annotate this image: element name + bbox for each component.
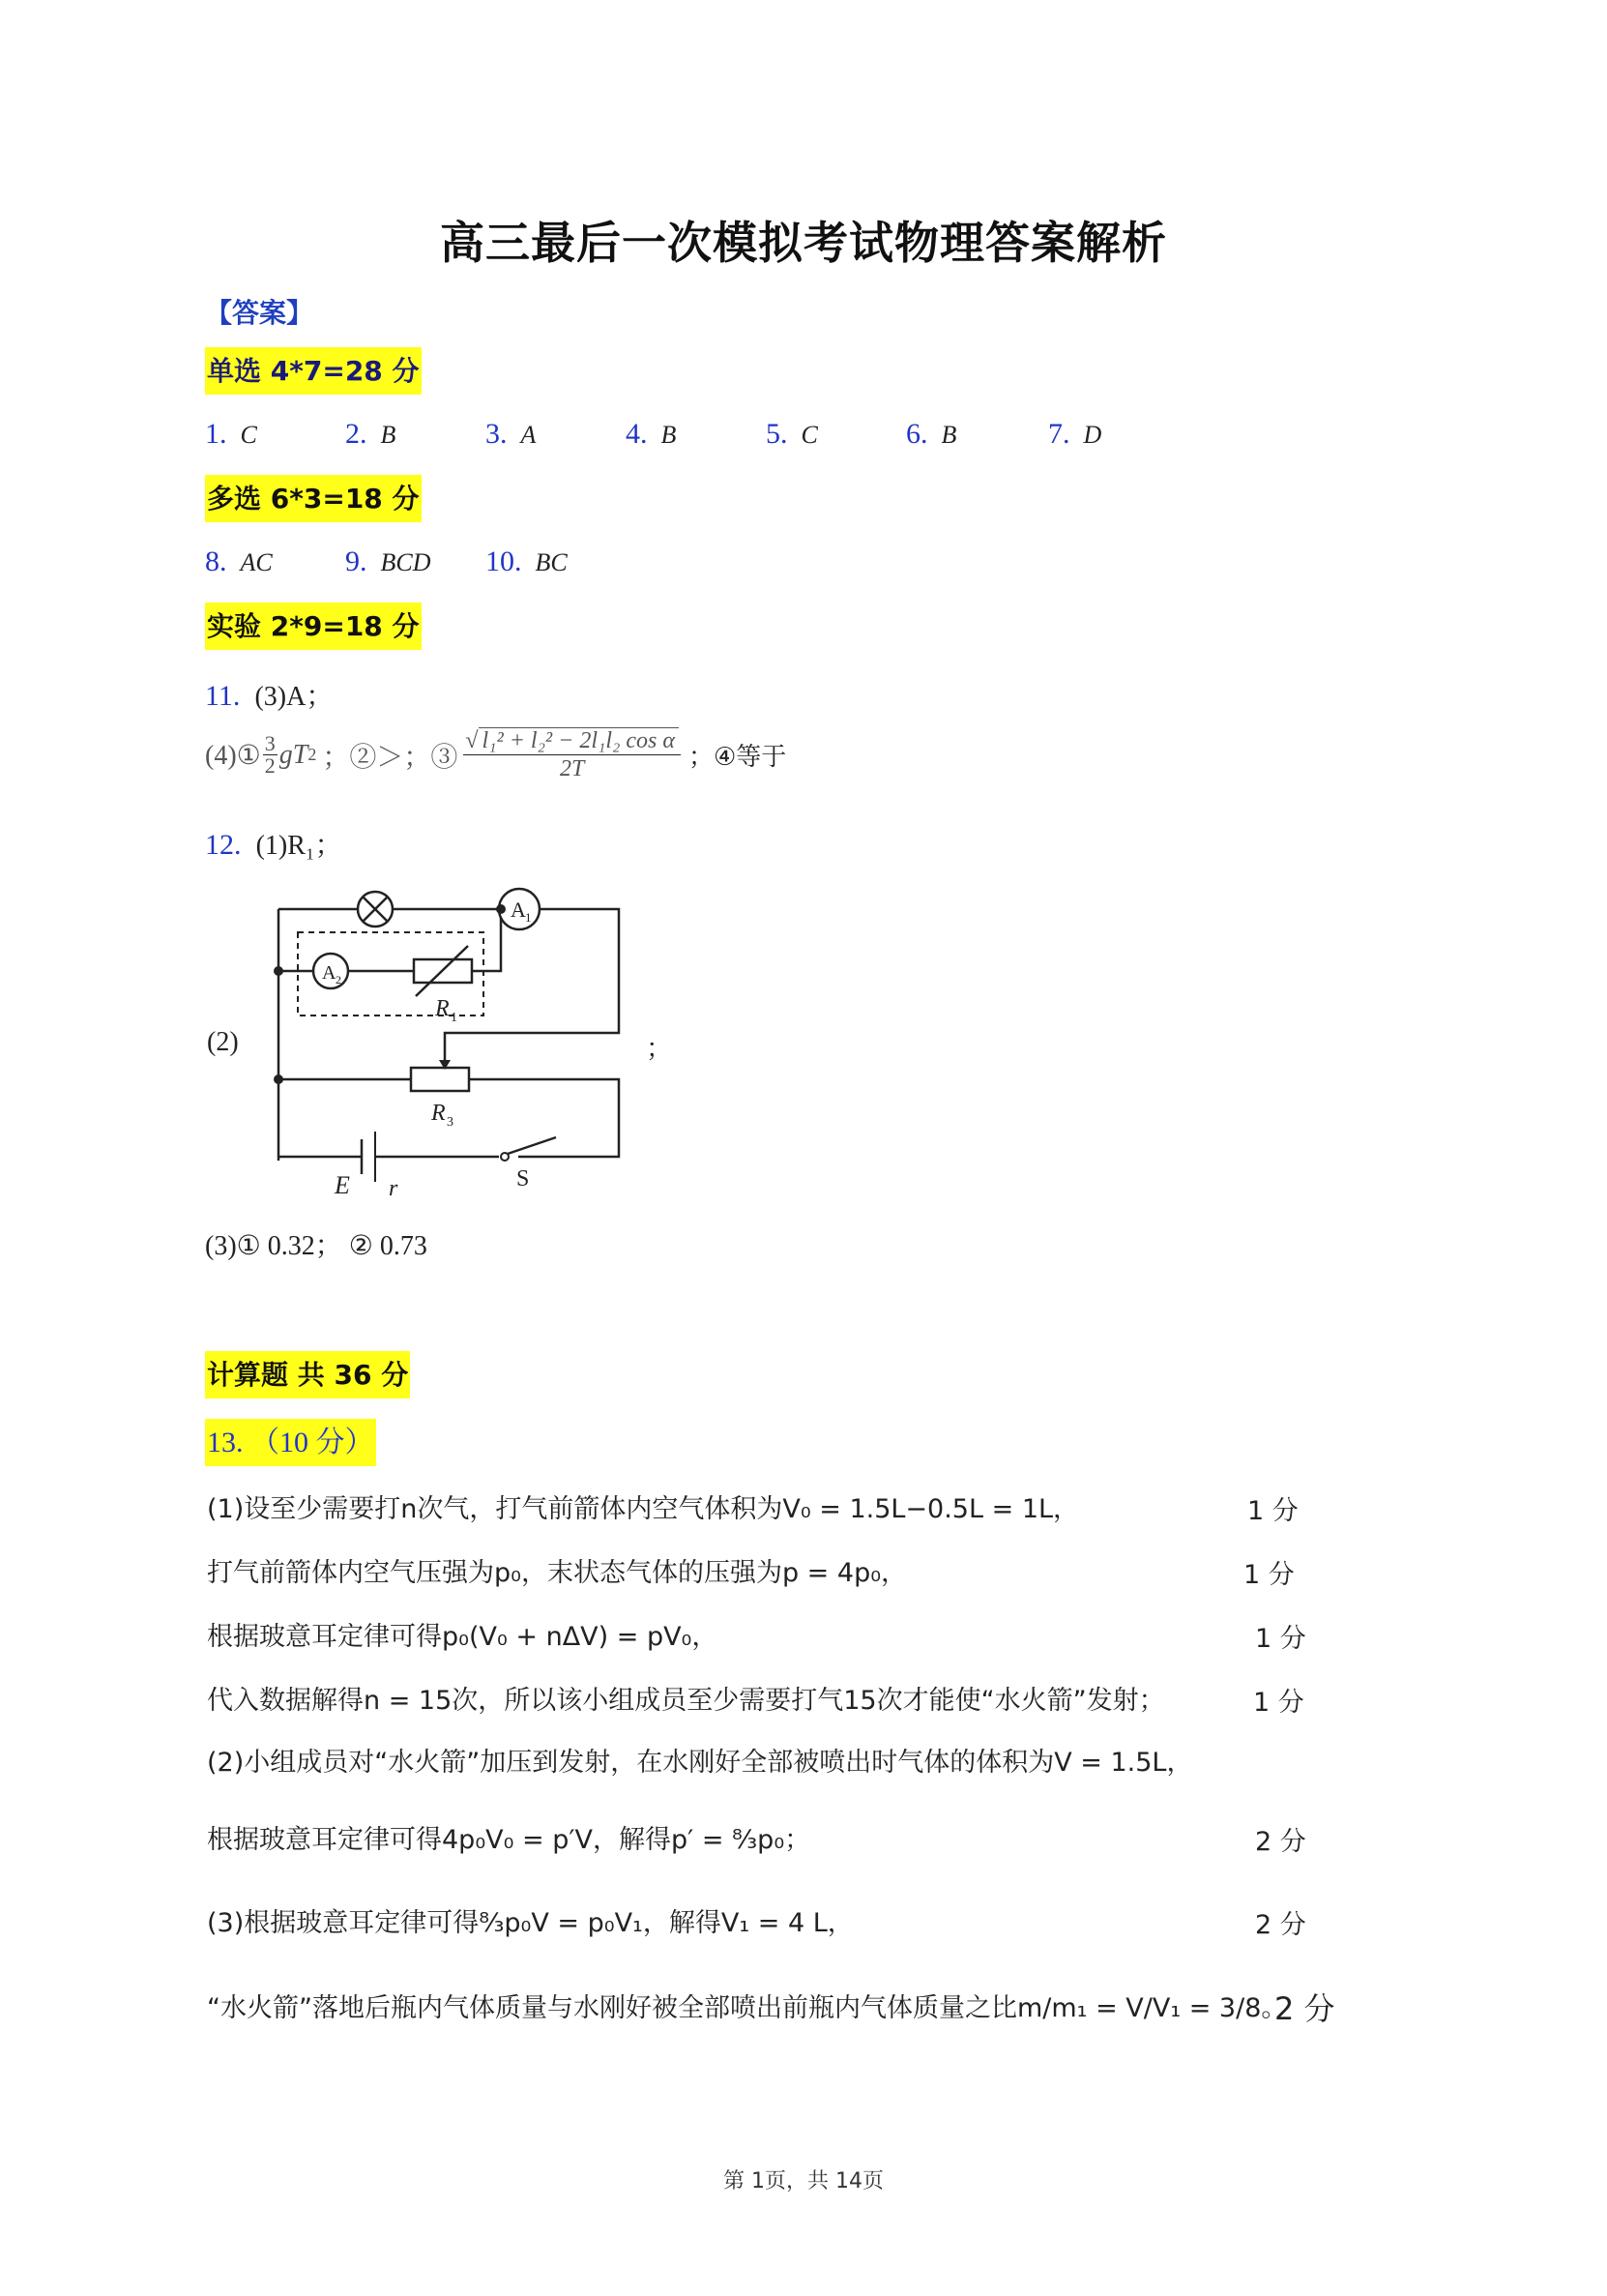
q13-line: 根据玻意耳定律可得p₀(V₀ + nΔV) = pV₀，: [207, 1622, 718, 1652]
q12-part3: (3)① 0.32； ② 0.73: [205, 1231, 427, 1261]
section-experiment-label: 实验 2*9=18 分: [205, 603, 422, 650]
answer-item: 5. C: [766, 418, 818, 450]
q13-line: “水火箭”落地后瓶内气体质量与水刚好被全部喷出前瓶内气体质量之比m/m₁ = V/V₁ = 3/8。: [207, 1993, 1288, 2023]
score-label: 1 分: [1243, 1560, 1295, 1590]
section-multi-label: 多选 6*3=18 分: [205, 475, 422, 522]
sqrt-fraction: $\frac{\text{√ l₁² + l₂² − 2l₁l₂ cos α}}{2T}$: [463, 727, 681, 782]
svg-text:R: R: [435, 996, 450, 1021]
section-calc-label: 计算题 共 36 分: [205, 1351, 410, 1398]
single-answers-row: [205, 418, 1269, 456]
score-label: 1 分: [1247, 1496, 1299, 1526]
svg-text:3: 3: [447, 1115, 453, 1130]
q13-line: 打气前箭体内空气压强为p₀，末状态气体的压强为p = 4p₀，: [207, 1558, 908, 1588]
svg-text:1: 1: [525, 910, 532, 925]
answer-item: 1. C: [205, 418, 257, 450]
svg-text:S: S: [516, 1166, 530, 1192]
section-single-label: 单选 4*7=28 分: [205, 347, 422, 395]
answer-item: 6. B: [906, 418, 957, 450]
section-single: [205, 350, 422, 389]
svg-text:E: E: [335, 1171, 350, 1199]
q12-part2-tail: ；: [646, 1034, 672, 1064]
q13-line: (3)根据玻意耳定律可得⁸⁄₃p₀V = p₀V₁，解得V₁ = 4 L，: [207, 1908, 854, 1938]
svg-text:R: R: [431, 1101, 446, 1126]
svg-text:1: 1: [451, 1011, 457, 1025]
circuit-diagram: [261, 870, 648, 1219]
q11-line2: (4)① $\frac{3}{2}$ gT 2 ；②＞；③ $\frac{\text{√ l₁² + l₂² − 2l₁l₂ cos α}}{2T}$ ；④等于: [205, 728, 787, 781]
score-label: 2 分: [1255, 1910, 1306, 1940]
q13-line: (2)小组成员对“水火箭”加压到发射，在水刚好全部被喷出时气体的体积为V = 1.5L，: [207, 1748, 1193, 1778]
answer-item: 9. BCD: [345, 545, 431, 577]
multi-answers-row: [205, 545, 785, 584]
answer-item: 3. A: [485, 418, 537, 450]
section-experiment: [205, 605, 422, 644]
fraction: $\frac{3}{2}$: [264, 731, 276, 778]
score-label: 1 分: [1255, 1624, 1306, 1654]
score-label: 2 分: [1255, 1827, 1306, 1857]
q13-line: 代入数据解得n = 15次，所以该小组成员至少需要打气15次才能使“水火箭”发射；: [207, 1686, 1165, 1716]
score-label: 1 分: [1253, 1688, 1304, 1718]
score-label: 2 分: [1274, 1990, 1335, 2027]
page-footer: 第 1页，共 14页: [723, 2169, 884, 2193]
svg-text:r: r: [389, 1176, 398, 1201]
answer-item: 4. B: [626, 418, 677, 450]
answer-tag: 【答案】: [205, 297, 314, 329]
svg-text:A: A: [322, 962, 336, 984]
answer-item: 2. B: [345, 418, 396, 450]
q13-line: (1)设至少需要打n次气，打气前箭体内空气体积为V₀ = 1.5L−0.5L = 1L，: [207, 1494, 1080, 1524]
q13-line: 根据玻意耳定律可得4p₀V₀ = p′V，解得p′ = ⁸⁄₃p₀；: [207, 1825, 811, 1855]
q12-part2-label: (2): [207, 1027, 239, 1057]
q12-line1: 12. (1)R₁；: [205, 829, 342, 861]
svg-text:A: A: [511, 898, 526, 922]
answer-item: 10. BC: [485, 545, 568, 577]
svg-text:2: 2: [336, 973, 341, 986]
answer-item: 7. D: [1048, 418, 1102, 450]
q11-line1: 11. (3)A；: [205, 680, 334, 712]
answer-item: 8. AC: [205, 545, 273, 577]
section-calc: [205, 1354, 410, 1393]
page-title: 高三最后一次模拟考试物理答案解析: [440, 217, 1167, 269]
section-multi: [205, 478, 422, 516]
q13-header: 13. （10 分）: [205, 1418, 376, 1460]
